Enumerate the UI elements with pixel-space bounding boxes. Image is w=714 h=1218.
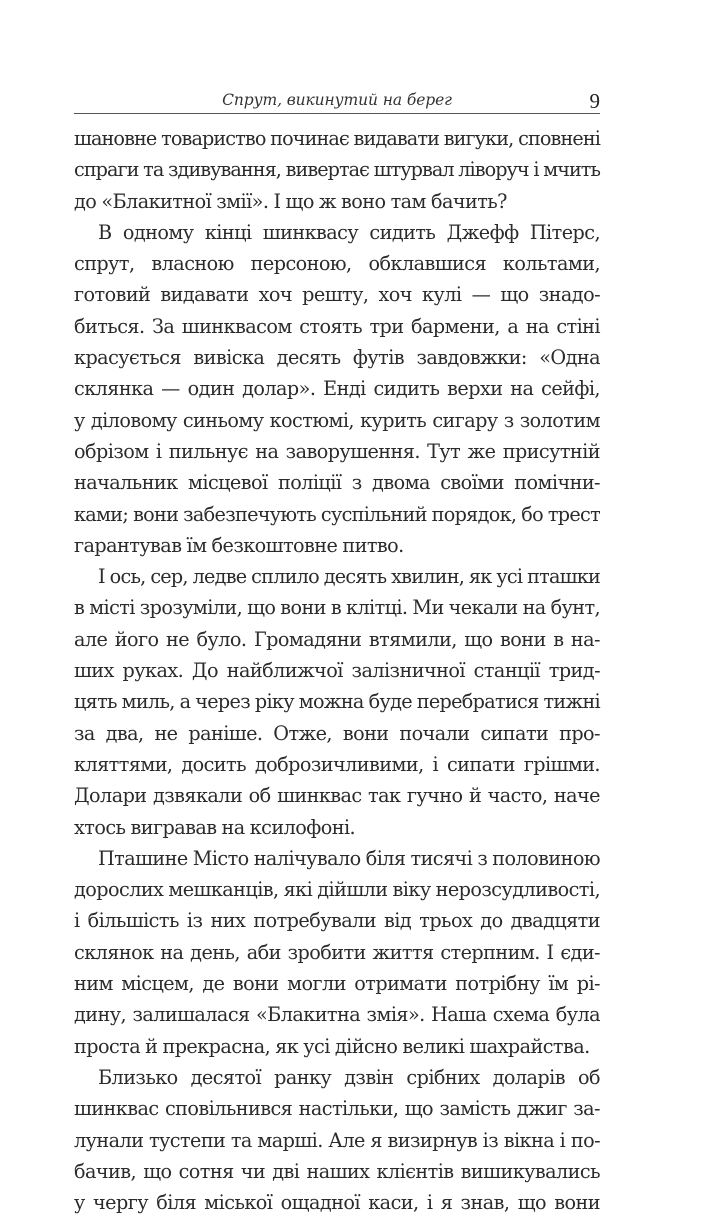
text-line: ками; вони забезпечують суспільний порядок, бо трест [74,502,600,526]
running-head [74,91,600,114]
text-line: красується вивіска десять футів завдовжки: «Одна [74,346,600,370]
text-line: і більшість із них потребували від трьох до двадцяти [74,909,600,933]
text-line: спраги та здивування, вивертає штурвал ліворуч і мчить [74,158,600,182]
text-line: биться. За шинквасом стоять три бармени, а на стіні [74,314,600,338]
text-line: у чергу біля міської ощадної каси, і я знав, що вони [74,1191,600,1215]
text-line: лунали тустепи та марші. Але я визирнув із вікна і по- [74,1128,600,1152]
paragraph [74,123,600,217]
text-line: шановне товариство починає видавати вигуки, сповнені [74,127,600,150]
text-line: спрут, власною персоною, обклавшися кольтами, [74,252,600,276]
text-line: хтось вигравав на ксилофоні. [74,815,356,839]
text-line: проста й прекрасна, як усі дійсно великі шахрайства. [74,1034,590,1058]
text-line: готовий видавати хоч решту, хоч кулі — що знадо- [74,283,600,307]
text-line: Долари дзвякали об шинквас так гучно й часто, наче [74,784,600,808]
paragraph [74,1062,600,1218]
text-line: цять миль, а через ріку можна буде перебратися тижні [74,690,600,714]
text-line: обрізом і пильнує на заворушення. Тут же присутній [74,439,600,463]
text-line: Близько десятої ранку дзвін срібних доларів об [98,1065,600,1089]
paragraph [74,217,600,561]
text-line: кляттями, досить доброзичливими, і сипати грішми. [74,752,600,776]
text-line: у діловому синьому костюмі, курить сигару з золотим [74,408,600,432]
text-line: В одному кінці шинквасу сидить Джефф Пітерс, [98,220,600,244]
text-line: гарантував їм безкоштовне питво. [74,533,404,557]
text-line: бачив, що сотня чи дві наших клієнтів вишикувались [74,1159,600,1183]
page-number: 9 [589,89,600,113]
text-line: за два, не раніше. Отже, вони почали сипати про- [74,721,600,745]
running-head-title: Спрут, викинутий на берег [222,91,452,109]
text-line: в місті зрозуміли, що вони в клітці. Ми чекали на бунт, [74,596,600,620]
text-line: шинквас сповільнився настільки, що замість джиг за- [74,1097,600,1121]
text-line: дину, залишалася «Блакитна змія». Наша схема була [74,1003,600,1027]
paragraph [74,843,600,1062]
text-line: склянок на день, аби зробити життя стерпним. І єди- [74,940,600,964]
text-line: ним місцем, де вони могли отримати потрібну їм рі- [74,972,600,996]
text-line: Пташине Місто налічувало біля тисячі з половиною [98,846,600,870]
text-line: І ось, сер, ледве сплило десять хвилин, як усі пташки [98,565,600,589]
paragraph [74,561,600,843]
text-line: до «Блакитної змії». І що ж воно там бачить? [74,189,507,213]
text-line: ших руках. До найближчої залізничної станції трид- [74,659,600,683]
text-line: але його не було. Громадяни втямили, що вони в на- [74,627,600,651]
text-line: дорослих мешканців, які дійшли віку нерозсудливості, [74,878,600,902]
text-line: склянка — один долар». Енді сидить верхи на сейфі, [74,377,600,401]
text-line: начальник місцевої поліції з двома своїми помічни- [74,471,600,495]
body-text [74,123,600,1218]
